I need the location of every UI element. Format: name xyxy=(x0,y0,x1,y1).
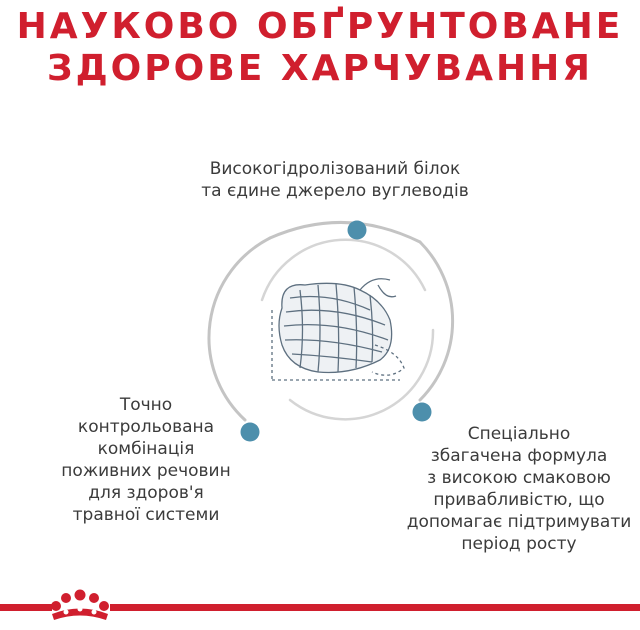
royal-canin-crown-icon xyxy=(51,590,109,621)
footer-rule-left xyxy=(0,604,52,611)
footer-rule-right xyxy=(110,604,640,611)
page-title-line-1: НАУКОВО ОБҐРУНТОВАНЕ xyxy=(16,6,624,47)
benefit-text-top: Високогідролізований білок та єдине джерело вуглеводів xyxy=(201,159,469,201)
page-title-line-2: ЗДОРОВЕ ХАРЧУВАННЯ xyxy=(47,48,593,89)
benefit-dot-right xyxy=(413,403,432,422)
stomach-illustration-icon xyxy=(272,279,404,380)
benefit-text-left: Точно контрольована комбінація поживних речовин для здоров'я травної системи xyxy=(61,395,231,525)
benefit-text-right: Спеціально збагачена формула з високою смаковою привабливістю, що допомагає підтримувати період росту xyxy=(406,424,632,554)
benefit-dot-top xyxy=(348,221,367,240)
